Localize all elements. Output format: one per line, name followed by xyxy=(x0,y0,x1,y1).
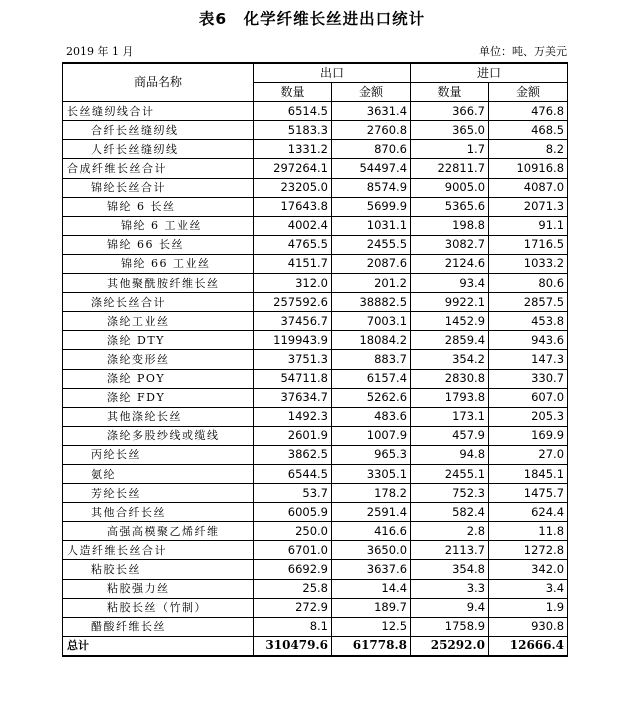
export-amt-cell: 3305.1 xyxy=(332,464,411,483)
export-qty-cell: 250.0 xyxy=(254,522,332,541)
import-qty-cell: 354.2 xyxy=(411,350,489,369)
import-qty-cell: 93.4 xyxy=(411,274,489,293)
export-qty-cell: 257592.6 xyxy=(254,293,332,312)
table-row xyxy=(63,159,568,178)
export-qty-cell: 37456.7 xyxy=(254,312,332,331)
table-row xyxy=(63,254,568,273)
table-row xyxy=(63,445,568,464)
export-amt-cell: 1031.1 xyxy=(332,216,411,235)
table-row xyxy=(63,617,568,636)
export-amt-cell: 201.2 xyxy=(332,274,411,293)
row-name: 涤纶 DTY xyxy=(63,331,254,350)
row-name: 醋酸纤维长丝 xyxy=(63,617,254,636)
import-qty-cell: 354.8 xyxy=(411,560,489,579)
table-row xyxy=(63,464,568,483)
row-name: 涤纶长丝合计 xyxy=(63,293,254,312)
export-qty-cell: 297264.1 xyxy=(254,159,332,178)
row-name: 锦纶 6 工业丝 xyxy=(63,216,254,235)
export-qty-cell: 6005.9 xyxy=(254,503,332,522)
export-amt-cell: 54497.4 xyxy=(332,159,411,178)
export-qty-cell: 6692.9 xyxy=(254,560,332,579)
import-amt-cell: 607.0 xyxy=(489,388,568,407)
export-amt-cell: 5262.6 xyxy=(332,388,411,407)
import-amt-cell: 1033.2 xyxy=(489,254,568,273)
import-amt-cell: 930.8 xyxy=(489,617,568,636)
export-amt-cell: 870.6 xyxy=(332,140,411,159)
row-name: 人纤长丝缝纫线 xyxy=(63,140,254,159)
import-qty-cell: 752.3 xyxy=(411,484,489,503)
row-name: 长丝缝纫线合计 xyxy=(63,102,254,121)
import-qty-cell: 2455.1 xyxy=(411,464,489,483)
export-amt-cell: 18084.2 xyxy=(332,331,411,350)
row-name: 合成纤维长丝合计 xyxy=(63,159,254,178)
export-amt-cell: 8574.9 xyxy=(332,178,411,197)
row-name: 其他合纤长丝 xyxy=(63,503,254,522)
row-name: 涤纶工业丝 xyxy=(63,312,254,331)
row-name: 其他聚酰胺纤维长丝 xyxy=(63,274,254,293)
import-amt-cell: 3.4 xyxy=(489,579,568,598)
row-name: 合纤长丝缝纫线 xyxy=(63,121,254,140)
import-amt-cell: 624.4 xyxy=(489,503,568,522)
table-row xyxy=(63,579,568,598)
import-qty-cell: 198.8 xyxy=(411,216,489,235)
table-body xyxy=(63,102,568,656)
import-qty-cell: 2124.6 xyxy=(411,254,489,273)
import-amt-cell: 330.7 xyxy=(489,369,568,388)
export-amt-cell: 7003.1 xyxy=(332,312,411,331)
import-amt-cell: 476.8 xyxy=(489,102,568,121)
import-amt-cell: 453.8 xyxy=(489,312,568,331)
export-qty-cell: 37634.7 xyxy=(254,388,332,407)
import-qty-cell: 2859.4 xyxy=(411,331,489,350)
import-amt-cell: 1845.1 xyxy=(489,464,568,483)
import-amt-cell: 342.0 xyxy=(489,560,568,579)
export-qty-cell: 25.8 xyxy=(254,579,332,598)
table-row xyxy=(63,197,568,216)
total-row xyxy=(63,636,568,656)
export-amt-cell: 189.7 xyxy=(332,598,411,617)
row-name: 涤纶 FDY xyxy=(63,388,254,407)
import-amt-cell: 27.0 xyxy=(489,445,568,464)
table-title: 表6 化学纤维长丝进出口统计 xyxy=(198,10,426,28)
row-name: 粘胶长丝 xyxy=(63,560,254,579)
export-amt-cell: 5699.9 xyxy=(332,197,411,216)
export-amt-cell: 12.5 xyxy=(332,617,411,636)
export-amt-cell: 2087.6 xyxy=(332,254,411,273)
table-row xyxy=(63,274,568,293)
export-qty-cell: 4002.4 xyxy=(254,216,332,235)
header-import: 进口 xyxy=(411,63,568,83)
import-qty-cell: 3.3 xyxy=(411,579,489,598)
export-amt-cell: 6157.4 xyxy=(332,369,411,388)
unit-label: 单位：吨、万美元 xyxy=(479,45,567,58)
import-amt-cell: 2071.3 xyxy=(489,197,568,216)
import-qty-cell: 1793.8 xyxy=(411,388,489,407)
export-qty-cell: 8.1 xyxy=(254,617,332,636)
export-amt-cell: 2760.8 xyxy=(332,121,411,140)
import-amt-cell: 10916.8 xyxy=(489,159,568,178)
import-qty-cell: 365.0 xyxy=(411,121,489,140)
export-qty-cell: 5183.3 xyxy=(254,121,332,140)
import-qty-cell: 5365.6 xyxy=(411,197,489,216)
export-amt-cell: 965.3 xyxy=(332,445,411,464)
export-amt-cell: 14.4 xyxy=(332,579,411,598)
export-qty-cell: 3751.3 xyxy=(254,350,332,369)
export-amt-cell: 178.2 xyxy=(332,484,411,503)
export-qty-cell: 2601.9 xyxy=(254,426,332,445)
import-qty-cell: 94.8 xyxy=(411,445,489,464)
import-qty-cell: 173.1 xyxy=(411,407,489,426)
import-qty-cell: 9005.0 xyxy=(411,178,489,197)
export-amt-cell: 1007.9 xyxy=(332,426,411,445)
total-export-qty: 310479.6 xyxy=(254,636,332,656)
row-name: 其他涤纶长丝 xyxy=(63,407,254,426)
row-name: 锦纶 66 工业丝 xyxy=(63,254,254,273)
table-row xyxy=(63,235,568,254)
export-amt-cell: 3637.6 xyxy=(332,560,411,579)
export-amt-cell: 2591.4 xyxy=(332,503,411,522)
table-row xyxy=(63,541,568,560)
header-export-amt: 金额 xyxy=(332,83,411,102)
export-amt-cell: 416.6 xyxy=(332,522,411,541)
table-row xyxy=(63,503,568,522)
total-label: 总计 xyxy=(63,636,254,656)
import-amt-cell: 11.8 xyxy=(489,522,568,541)
header-export: 出口 xyxy=(254,63,411,83)
total-export-amt: 61778.8 xyxy=(332,636,411,656)
import-qty-cell: 9922.1 xyxy=(411,293,489,312)
row-name: 涤纶变形丝 xyxy=(63,350,254,369)
import-qty-cell: 9.4 xyxy=(411,598,489,617)
total-import-qty: 25292.0 xyxy=(411,636,489,656)
export-qty-cell: 1492.3 xyxy=(254,407,332,426)
total-import-amt: 12666.4 xyxy=(489,636,568,656)
row-name: 丙纶长丝 xyxy=(63,445,254,464)
table-row xyxy=(63,426,568,445)
table-row xyxy=(63,293,568,312)
export-amt-cell: 3650.0 xyxy=(332,541,411,560)
export-amt-cell: 38882.5 xyxy=(332,293,411,312)
table-row xyxy=(63,178,568,197)
export-amt-cell: 3631.4 xyxy=(332,102,411,121)
row-name: 粘胶长丝（竹制） xyxy=(63,598,254,617)
table-row xyxy=(63,102,568,121)
export-qty-cell: 4151.7 xyxy=(254,254,332,273)
table-row xyxy=(63,369,568,388)
row-name: 氨纶 xyxy=(63,464,254,483)
export-qty-cell: 4765.5 xyxy=(254,235,332,254)
import-amt-cell: 1272.8 xyxy=(489,541,568,560)
import-qty-cell: 3082.7 xyxy=(411,235,489,254)
import-amt-cell: 943.6 xyxy=(489,331,568,350)
export-qty-cell: 312.0 xyxy=(254,274,332,293)
import-qty-cell: 457.9 xyxy=(411,426,489,445)
table-row xyxy=(63,350,568,369)
export-qty-cell: 1331.2 xyxy=(254,140,332,159)
table-row xyxy=(63,216,568,235)
table-row xyxy=(63,522,568,541)
header-import-amt: 金额 xyxy=(489,83,568,102)
import-qty-cell: 366.7 xyxy=(411,102,489,121)
table-row xyxy=(63,388,568,407)
import-qty-cell: 2.8 xyxy=(411,522,489,541)
import-amt-cell: 2857.5 xyxy=(489,293,568,312)
import-qty-cell: 22811.7 xyxy=(411,159,489,178)
export-qty-cell: 119943.9 xyxy=(254,331,332,350)
export-qty-cell: 3862.5 xyxy=(254,445,332,464)
import-amt-cell: 147.3 xyxy=(489,350,568,369)
trade-table xyxy=(62,62,568,657)
row-name: 锦纶长丝合计 xyxy=(63,178,254,197)
export-qty-cell: 53.7 xyxy=(254,484,332,503)
row-name: 锦纶 6 长丝 xyxy=(63,197,254,216)
import-amt-cell: 468.5 xyxy=(489,121,568,140)
export-qty-cell: 6514.5 xyxy=(254,102,332,121)
row-name: 锦纶 66 长丝 xyxy=(63,235,254,254)
table-row xyxy=(63,121,568,140)
export-amt-cell: 2455.5 xyxy=(332,235,411,254)
import-qty-cell: 1.7 xyxy=(411,140,489,159)
import-qty-cell: 1452.9 xyxy=(411,312,489,331)
header-product-name: 商品名称 xyxy=(63,63,254,102)
table-row xyxy=(63,598,568,617)
table-row xyxy=(63,560,568,579)
import-amt-cell: 205.3 xyxy=(489,407,568,426)
export-qty-cell: 23205.0 xyxy=(254,178,332,197)
import-qty-cell: 2113.7 xyxy=(411,541,489,560)
table-row xyxy=(63,484,568,503)
export-qty-cell: 54711.8 xyxy=(254,369,332,388)
export-qty-cell: 17643.8 xyxy=(254,197,332,216)
export-qty-cell: 6544.5 xyxy=(254,464,332,483)
row-name: 涤纶多股纱线或缆线 xyxy=(63,426,254,445)
table-row xyxy=(63,407,568,426)
table-row xyxy=(63,312,568,331)
header-import-qty: 数量 xyxy=(411,83,489,102)
row-name: 高强高模聚乙烯纤维 xyxy=(63,522,254,541)
export-qty-cell: 272.9 xyxy=(254,598,332,617)
import-amt-cell: 8.2 xyxy=(489,140,568,159)
import-amt-cell: 169.9 xyxy=(489,426,568,445)
table-row xyxy=(63,331,568,350)
import-qty-cell: 1758.9 xyxy=(411,617,489,636)
report-date: 2019 年 1 月 xyxy=(66,45,134,58)
import-amt-cell: 1475.7 xyxy=(489,484,568,503)
row-name: 芳纶长丝 xyxy=(63,484,254,503)
export-amt-cell: 483.6 xyxy=(332,407,411,426)
export-qty-cell: 6701.0 xyxy=(254,541,332,560)
import-qty-cell: 2830.8 xyxy=(411,369,489,388)
import-amt-cell: 1716.5 xyxy=(489,235,568,254)
header-export-qty: 数量 xyxy=(254,83,332,102)
table-row xyxy=(63,140,568,159)
import-amt-cell: 91.1 xyxy=(489,216,568,235)
row-name: 粘胶强力丝 xyxy=(63,579,254,598)
import-qty-cell: 582.4 xyxy=(411,503,489,522)
import-amt-cell: 4087.0 xyxy=(489,178,568,197)
import-amt-cell: 1.9 xyxy=(489,598,568,617)
row-name: 人造纤维长丝合计 xyxy=(63,541,254,560)
export-amt-cell: 883.7 xyxy=(332,350,411,369)
row-name: 涤纶 POY xyxy=(63,369,254,388)
import-amt-cell: 80.6 xyxy=(489,274,568,293)
